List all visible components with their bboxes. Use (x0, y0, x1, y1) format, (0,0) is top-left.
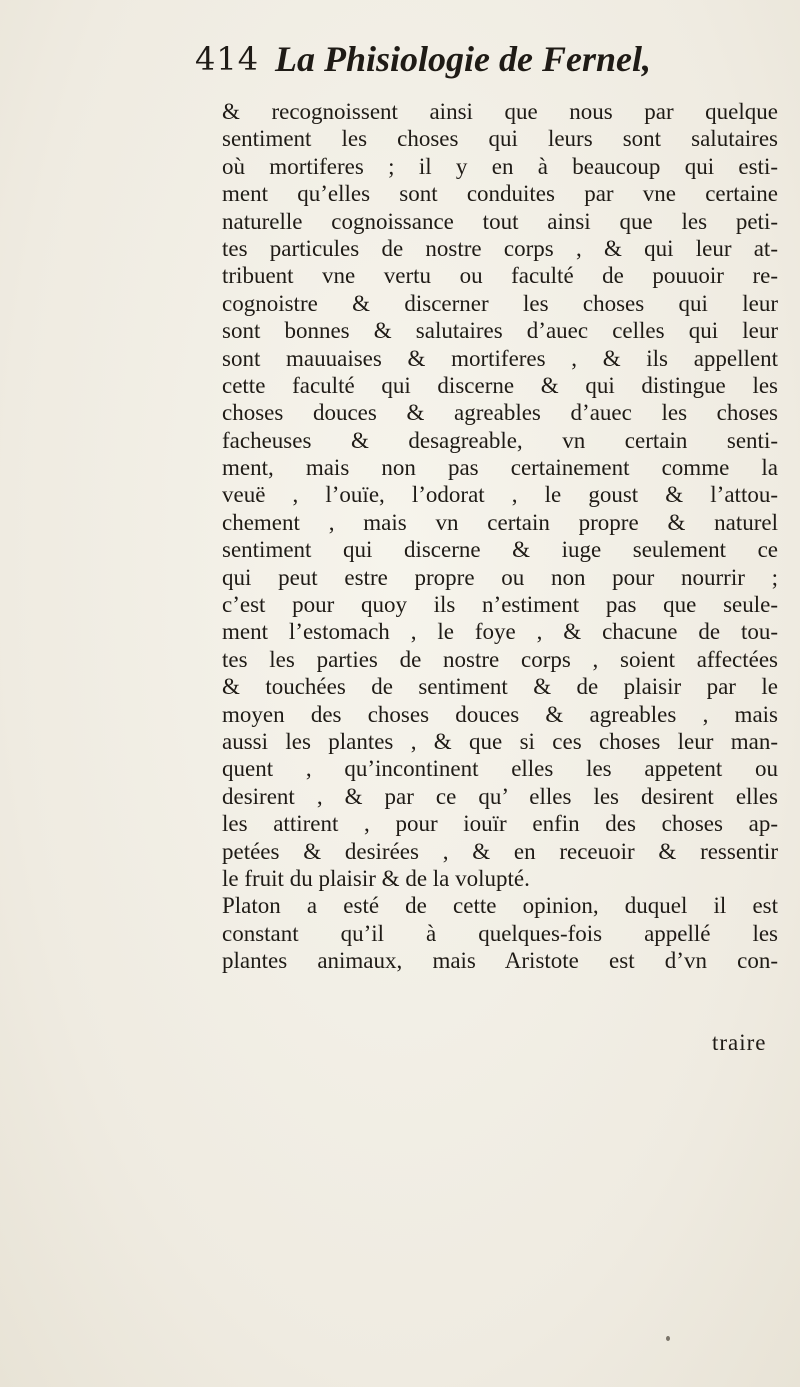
text-line: chement , mais vn certain propre & naturel (222, 509, 778, 535)
text-line: choses douces & agreables d’auec les choses (222, 400, 778, 426)
text-line: sont bonnes & salutaires d’auec celles qui leur (222, 318, 778, 344)
text-line: le fruit du plaisir & de la volupté. (222, 865, 530, 891)
text-line: constant qu’il à quelques-fois appellé les (222, 920, 778, 946)
text-line: ment qu’elles sont conduites par vne certaine (222, 181, 778, 207)
text-line: tes les parties de nostre corps , soient affectées (222, 646, 778, 672)
text-line: qui peut estre propre ou non pour nourrir ; (222, 564, 778, 590)
text-line: cette faculté qui discerne & qui distingue les (222, 372, 778, 398)
text-line: facheuses & desagreable, vn certain senti- (222, 427, 778, 453)
text-line: Platon a esté de cette opinion, duquel il est (222, 893, 778, 919)
body-text (222, 98, 778, 975)
text-line: c’est pour quoy ils n’estiment pas que seule- (222, 592, 778, 618)
text-line: plantes animaux, mais Aristote est d’vn con- (222, 948, 778, 974)
page-header (195, 40, 755, 100)
text-line: veuë , l’ouïe, l’odorat , le goust & l’attou- (222, 482, 778, 508)
text-line: sont mauuaises & mortiferes , & ils appellent (222, 345, 778, 371)
text-line: sentiment les choses qui leurs sont salutaires (222, 126, 778, 152)
text-line: aussi les plantes , & que si ces choses leur man- (222, 728, 778, 754)
catchword: traire (712, 1030, 767, 1055)
running-title: La Phisiologie de Fernel, (275, 39, 651, 79)
text-line: tes particules de nostre corps , & qui leur at- (222, 235, 778, 261)
text-line: ment l’estomach , le foye , & chacune de tou- (222, 619, 778, 645)
text-line: où mortiferes ; il y en à beaucoup qui esti- (222, 153, 778, 179)
text-line: sentiment qui discerne & iuge seulement ce (222, 537, 778, 563)
text-line: desirent , & par ce qu’ elles les desirent elles (222, 783, 778, 809)
ink-speck (666, 1336, 670, 1341)
text-line: quent , qu’incontinent elles les appetent ou (222, 756, 778, 782)
text-line: les attirent , pour iouïr enfin des choses ap- (222, 811, 778, 837)
page-number: 414 (195, 40, 260, 78)
text-line: ment, mais non pas certainement comme la (222, 455, 778, 481)
text-line: tribuent vne vertu ou faculté de pouuoir re- (222, 263, 778, 289)
text-line: moyen des choses douces & agreables , mais (222, 701, 778, 727)
text-line: cognoistre & discerner les choses qui leur (222, 290, 778, 316)
text-line: & recognoissent ainsi que nous par quelque (222, 99, 778, 124)
text-line: petées & desirées , & en receuoir & ressentir (222, 838, 778, 864)
text-line: naturelle cognoissance tout ainsi que les peti- (222, 208, 778, 234)
text-line: & touchées de sentiment & de plaisir par le (222, 674, 778, 700)
